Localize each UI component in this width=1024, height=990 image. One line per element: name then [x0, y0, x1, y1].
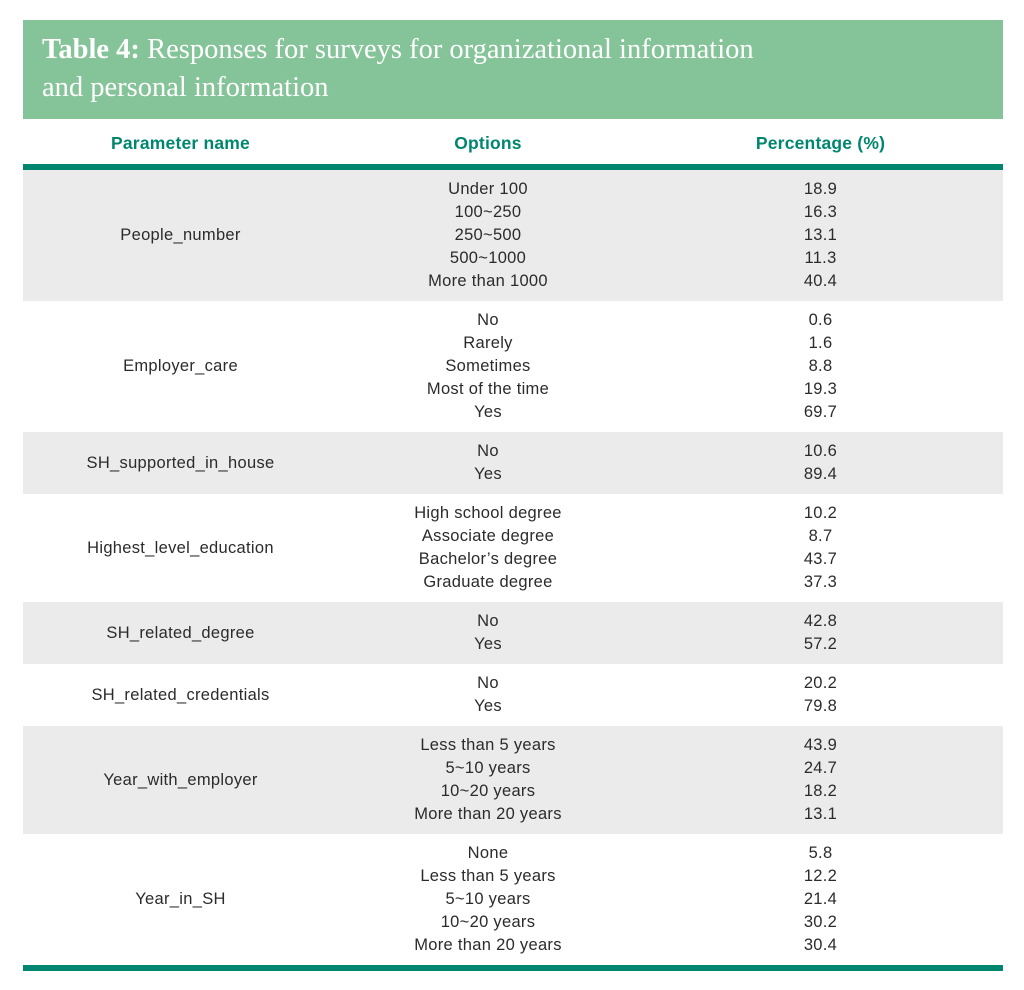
percentage-value: 8.7	[808, 527, 833, 545]
parameter-name-cell: Employer_care	[123, 357, 238, 375]
table-caption-line1: Responses for surveys for organizational information	[147, 34, 754, 65]
option-value: Associate degree	[421, 527, 555, 545]
percentage-value: 24.7	[803, 759, 838, 777]
option-value: Most of the time	[426, 380, 550, 398]
option-value: More than 20 years	[414, 936, 562, 954]
percentage-value: 57.2	[803, 635, 838, 653]
percentage-value: 30.2	[803, 913, 838, 931]
percentage-cell	[638, 309, 1003, 424]
option-value: 10~20 years	[440, 782, 536, 800]
parameter-name-cell: Highest_level_education	[87, 538, 274, 557]
table-figure	[23, 20, 1003, 971]
options-cell	[338, 440, 638, 486]
table-caption-line2: and personal information	[42, 72, 329, 103]
percentage-value: 13.1	[803, 226, 838, 244]
column-header-parameter-name: Parameter name	[111, 133, 250, 153]
percentage-value: 19.3	[803, 380, 838, 398]
parameter-name-cell: People_number	[120, 226, 241, 244]
percentage-value: 13.1	[803, 805, 838, 823]
option-value: Under 100	[448, 180, 528, 198]
percentage-value: 16.3	[803, 203, 838, 221]
table-section	[23, 726, 1003, 834]
percentage-value: 20.2	[803, 674, 838, 692]
percentage-cell	[638, 734, 1003, 826]
option-value: More than 20 years	[414, 805, 562, 823]
percentage-value: 69.7	[803, 403, 838, 421]
option-value: Bachelor’s degree	[418, 550, 558, 568]
option-value: Rarely	[463, 334, 513, 352]
option-value: No	[477, 674, 499, 692]
option-value: More than 1000	[428, 272, 548, 290]
option-value: 500~1000	[449, 249, 527, 267]
column-header-percentage: Percentage (%)	[755, 133, 886, 153]
percentage-value: 30.4	[803, 936, 838, 954]
options-cell	[338, 734, 638, 826]
option-value: No	[477, 311, 499, 329]
percentage-value: 40.4	[803, 272, 838, 290]
option-value: High school degree	[414, 504, 562, 522]
option-value: Sometimes	[445, 357, 531, 375]
table-caption-banner	[23, 20, 1003, 119]
table-caption-label: Table 4:	[42, 34, 140, 65]
percentage-value: 12.2	[803, 867, 838, 885]
option-value: 5~10 years	[445, 890, 531, 908]
options-cell	[338, 309, 638, 424]
option-value: None	[467, 844, 509, 862]
footer-divider-rule	[23, 965, 1003, 971]
percentage-value: 79.8	[803, 697, 838, 715]
percentage-value: 18.9	[803, 180, 838, 198]
percentage-cell	[638, 502, 1003, 594]
percentage-value: 42.8	[803, 612, 838, 630]
percentage-value: 0.6	[808, 311, 833, 329]
percentage-value: 21.4	[803, 890, 838, 908]
table-header-row	[23, 133, 1003, 154]
table-section	[23, 834, 1003, 965]
parameter-name-cell: Year_with_employer	[103, 770, 258, 789]
option-value: 5~10 years	[445, 759, 531, 777]
percentage-cell	[638, 178, 1003, 293]
option-value: 250~500	[454, 226, 522, 244]
percentage-value: 43.9	[803, 736, 838, 754]
survey-table-body	[23, 170, 1003, 965]
percentage-cell	[638, 440, 1003, 486]
option-value: Yes	[474, 403, 502, 421]
option-value: Less than 5 years	[420, 736, 556, 754]
parameter-name-cell: SH_related_degree	[106, 623, 255, 642]
parameter-name-cell: SH_supported_in_house	[86, 453, 275, 472]
percentage-value: 11.3	[804, 249, 837, 267]
options-cell	[338, 672, 638, 718]
option-value: Graduate degree	[423, 573, 553, 591]
percentage-value: 10.2	[803, 504, 838, 522]
table-section	[23, 432, 1003, 494]
option-value: 10~20 years	[440, 913, 536, 931]
column-header-options: Options	[454, 133, 522, 153]
option-value: 100~250	[454, 203, 522, 221]
option-value: Less than 5 years	[420, 867, 556, 885]
option-value: No	[477, 612, 499, 630]
option-value: Yes	[474, 465, 502, 483]
options-cell	[338, 178, 638, 293]
percentage-value: 43.7	[803, 550, 838, 568]
table-section	[23, 301, 1003, 432]
option-value: Yes	[474, 697, 502, 715]
percentage-cell	[638, 842, 1003, 957]
percentage-value: 37.3	[803, 573, 838, 591]
percentage-value: 5.8	[808, 844, 833, 862]
percentage-value: 1.6	[808, 334, 833, 352]
table-section	[23, 170, 1003, 301]
options-cell	[338, 610, 638, 656]
percentage-cell	[638, 672, 1003, 718]
options-cell	[338, 502, 638, 594]
percentage-value: 10.6	[803, 442, 838, 460]
parameter-name-cell: Year_in_SH	[135, 890, 226, 908]
percentage-cell	[638, 610, 1003, 656]
parameter-name-cell: SH_related_credentials	[91, 685, 270, 704]
table-section	[23, 494, 1003, 602]
percentage-value: 89.4	[803, 465, 838, 483]
option-value: No	[477, 442, 499, 460]
table-section	[23, 664, 1003, 726]
percentage-value: 8.8	[808, 357, 833, 375]
percentage-value: 18.2	[803, 782, 838, 800]
option-value: Yes	[474, 635, 502, 653]
table-section	[23, 602, 1003, 664]
options-cell	[338, 842, 638, 957]
